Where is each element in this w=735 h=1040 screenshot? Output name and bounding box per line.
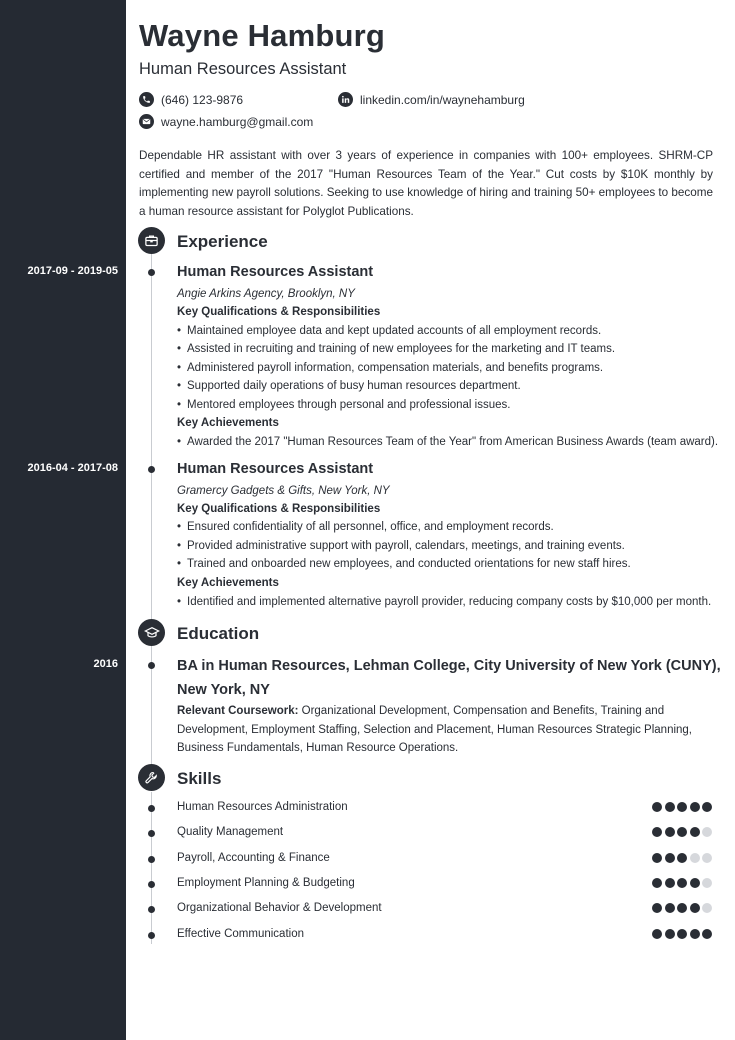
rating-dot-empty bbox=[690, 853, 700, 863]
experience-timeline bbox=[151, 254, 152, 619]
email-contact[interactable] bbox=[139, 114, 313, 129]
summary-paragraph: Dependable HR assistant with over 3 years of experience in companies with 100+ employees. SHRM-CP certified and member of the 2017 "Human Resources Team of the Year." Cut costs by $10K monthly by implementing new payroll solutions. Seeking to use knowledge of hiring and training 50+ employees to become a human resource assistant for Polyglot Publications. bbox=[139, 149, 714, 218]
skill-dot bbox=[148, 805, 155, 812]
skill-rating bbox=[652, 802, 712, 812]
rating-dot-filled bbox=[690, 802, 700, 812]
rating-dot-filled bbox=[665, 929, 675, 939]
rating-dot-filled bbox=[652, 827, 662, 837]
skills-heading: Skills bbox=[177, 769, 222, 788]
education-date: 2016 bbox=[93, 658, 118, 670]
skills-timeline bbox=[151, 792, 152, 944]
skill-rating bbox=[652, 903, 712, 913]
candidate-name: Wayne Hamburg bbox=[139, 18, 386, 53]
rating-dot-filled bbox=[665, 802, 675, 812]
rating-dot-filled bbox=[652, 929, 662, 939]
skill-name: Quality Management bbox=[177, 826, 284, 839]
job-1-dates: 2017-09 - 2019-05 bbox=[27, 265, 118, 277]
graduation-cap-icon bbox=[138, 619, 165, 646]
rating-dot-filled bbox=[677, 903, 687, 913]
job-2-qual-heading: Key Qualifications & Responsibilities bbox=[177, 503, 381, 515]
skill-name: Employment Planning & Budgeting bbox=[177, 876, 355, 889]
education-coursework bbox=[177, 702, 717, 758]
linkedin-contact[interactable] bbox=[338, 92, 525, 107]
education-dot bbox=[148, 662, 155, 669]
job-1-bullet: • Maintained employee data and kept updated accounts of all employment records. bbox=[177, 325, 602, 337]
phone-icon bbox=[139, 92, 154, 107]
candidate-title: Human Resources Assistant bbox=[139, 60, 347, 78]
rating-dot-filled bbox=[702, 802, 712, 812]
job-2-bullet: • Ensured confidentiality of all personnel, office, and employment records. bbox=[177, 521, 554, 533]
rating-dot-filled bbox=[665, 853, 675, 863]
sidebar bbox=[0, 0, 126, 1040]
job-1-bullet: • Mentored employees through personal and professional issues. bbox=[177, 399, 511, 411]
job-1-ach-heading: Key Achievements bbox=[177, 417, 279, 429]
job-2-ach-heading: Key Achievements bbox=[177, 577, 279, 589]
coursework-label: Relevant Coursework: bbox=[177, 705, 299, 717]
rating-dot-filled bbox=[677, 929, 687, 939]
rating-dot-filled bbox=[652, 853, 662, 863]
job-1-bullet: • Administered payroll information, compensation materials, and benefits programs. bbox=[177, 362, 604, 374]
job-2-dot bbox=[148, 466, 155, 473]
job-2-achievement: • Identified and implemented alternative payroll provider, reducing company costs by $10,000 per month. bbox=[177, 596, 712, 608]
rating-dot-filled bbox=[690, 878, 700, 888]
rating-dot-filled bbox=[690, 929, 700, 939]
rating-dot-empty bbox=[702, 878, 712, 888]
skill-rating bbox=[652, 878, 712, 888]
phone-text: (646) 123-9876 bbox=[161, 92, 244, 107]
rating-dot-filled bbox=[665, 903, 675, 913]
rating-dot-filled bbox=[652, 802, 662, 812]
skill-dot bbox=[148, 881, 155, 888]
skill-dot bbox=[148, 830, 155, 837]
linkedin-text[interactable]: linkedin.com/in/waynehamburg bbox=[360, 92, 525, 107]
email-text[interactable]: wayne.hamburg@gmail.com bbox=[161, 114, 314, 129]
job-2-company: Gramercy Gadgets & Gifts, New York, NY bbox=[177, 485, 390, 497]
skill-rating bbox=[652, 853, 712, 863]
skill-name: Organizational Behavior & Development bbox=[177, 902, 382, 915]
rating-dot-filled bbox=[702, 929, 712, 939]
skill-rating bbox=[652, 929, 712, 939]
email-icon bbox=[139, 114, 154, 129]
rating-dot-filled bbox=[665, 878, 675, 888]
job-1-company: Angie Arkins Agency, Brooklyn, NY bbox=[177, 288, 355, 300]
experience-heading: Experience bbox=[177, 232, 268, 251]
job-2-bullet: • Provided administrative support with payroll, calendars, meetings, and training events. bbox=[177, 540, 625, 552]
rating-dot-filled bbox=[677, 802, 687, 812]
phone-contact bbox=[139, 92, 243, 107]
skill-name: Human Resources Administration bbox=[177, 801, 348, 813]
job-1-qual-heading: Key Qualifications & Responsibilities bbox=[177, 306, 381, 318]
rating-dot-empty bbox=[702, 903, 712, 913]
skill-name: Effective Communication bbox=[177, 927, 304, 940]
job-2-bullet: • Trained and onboarded new employees, and conducted orientations for new staff hires. bbox=[177, 558, 631, 570]
skill-dot bbox=[148, 932, 155, 939]
skills-wrench-icon bbox=[138, 764, 165, 791]
skill-rating bbox=[652, 827, 712, 837]
briefcase-icon bbox=[138, 227, 165, 254]
rating-dot-empty bbox=[702, 853, 712, 863]
job-1-bullet: • Supported daily operations of busy human resources department. bbox=[177, 380, 521, 392]
job-1-role: Human Resources Assistant bbox=[177, 264, 374, 280]
job-1-dot bbox=[148, 269, 155, 276]
rating-dot-filled bbox=[690, 903, 700, 913]
rating-dot-empty bbox=[702, 827, 712, 837]
skill-name: Payroll, Accounting & Finance bbox=[177, 851, 330, 864]
education-heading: Education bbox=[177, 624, 260, 643]
skill-dot bbox=[148, 856, 155, 863]
job-2-dates: 2016-04 - 2017-08 bbox=[27, 462, 118, 474]
skill-dot bbox=[148, 906, 155, 913]
job-1-achievement: • Awarded the 2017 "Human Resources Team of the Year" from American Business Awards (team award). bbox=[177, 436, 719, 448]
linkedin-icon bbox=[338, 92, 353, 107]
coursework-text: Organizational Development, Compensation and Benefits, Training and Development, Employment Staffing, Selection and Placement, Human Resources Strategic Planning, Business Fundamentals, Human Resource Operations. bbox=[177, 705, 693, 754]
rating-dot-filled bbox=[677, 827, 687, 837]
rating-dot-filled bbox=[677, 878, 687, 888]
rating-dot-filled bbox=[665, 827, 675, 837]
rating-dot-filled bbox=[652, 903, 662, 913]
rating-dot-filled bbox=[690, 827, 700, 837]
rating-dot-filled bbox=[652, 878, 662, 888]
job-2-role: Human Resources Assistant bbox=[177, 461, 374, 477]
rating-dot-filled bbox=[677, 853, 687, 863]
education-degree: BA in Human Resources, Lehman College, City University of New York (CUNY), New York, NY bbox=[177, 658, 721, 698]
job-1-bullet: • Assisted in recruiting and training of new employees for the marketing and IT teams. bbox=[177, 343, 616, 355]
